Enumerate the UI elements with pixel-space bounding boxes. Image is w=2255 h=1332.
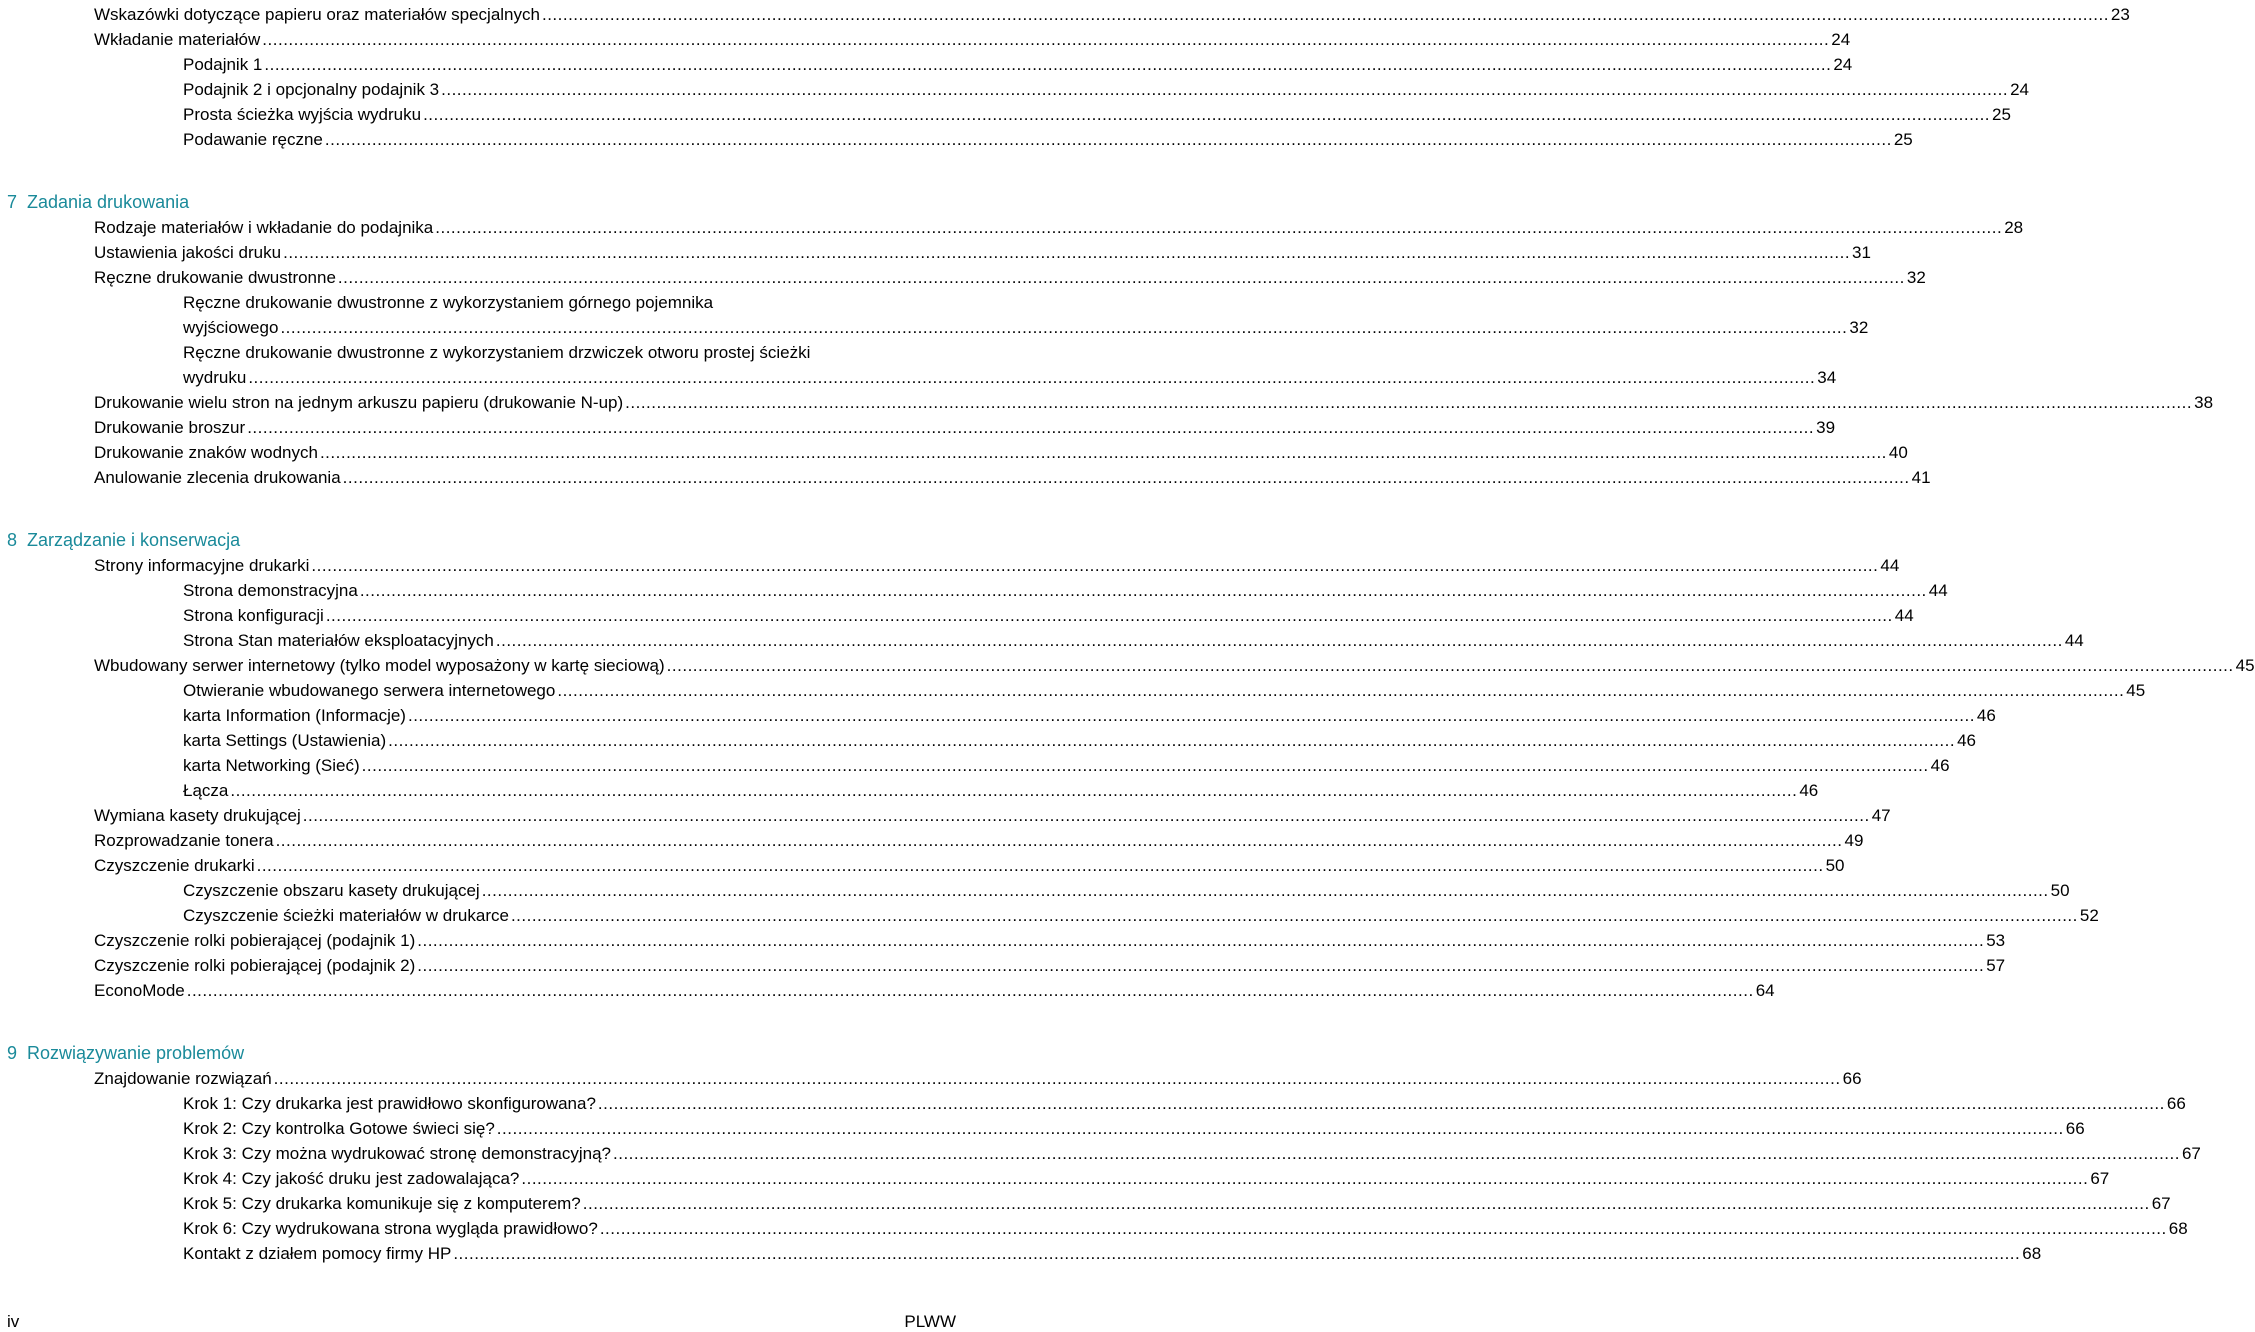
entry-page-number: 66: [1842, 1069, 1862, 1088]
entry-page-number: 47: [1871, 806, 1891, 825]
dot-leader: ............................................................................................................................................................................................................................................................................................................: [496, 1119, 2064, 1138]
toc-subentry[interactable]: [183, 676, 2146, 701]
entry-page-number: 66: [2166, 1094, 2186, 1113]
toc-entry[interactable]: [94, 1064, 1862, 1089]
toc-entry[interactable]: [94, 463, 1931, 488]
dot-leader: ............................................................................................................................................................................................................................................................................................................: [325, 606, 1893, 625]
dot-leader: ............................................................................................................................................................................................................................................................................................................: [481, 881, 2049, 900]
dot-leader: ............................................................................................................................................................................................................................................................................................................: [453, 1244, 2021, 1263]
entry-page-number: 24: [1833, 55, 1853, 74]
toc-entry[interactable]: [94, 551, 1900, 576]
entry-title: Ustawienia jakości druku: [94, 243, 282, 262]
entry-title: karta Networking (Sieć): [183, 756, 360, 775]
entry-page-number: 28: [2004, 218, 2024, 237]
entry-page-number: 25: [1992, 105, 2011, 124]
entry-title: EconoMode: [94, 981, 185, 1000]
toc-entry[interactable]: [94, 25, 1851, 50]
dot-leader: ............................................................................................................................................................................................................................................................................................................: [417, 931, 1985, 950]
dot-leader: ............................................................................................................................................................................................................................................................................................................: [264, 55, 1832, 74]
entry-title: Podajnik 1: [183, 55, 263, 74]
entry-title: Wkładanie materiałów: [94, 30, 261, 49]
entry-page-number: 45: [2235, 656, 2255, 675]
dot-leader: ............................................................................................................................................................................................................................................................................................................: [388, 731, 1956, 750]
entry-title: Podawanie ręczne: [183, 130, 323, 149]
entry-title: Strona Stan materiałów eksploatacyjnych: [183, 631, 494, 650]
toc-subentry[interactable]: [183, 776, 1819, 801]
entry-title: Wymiana kasety drukującej: [94, 806, 301, 825]
chapter-number: 8: [7, 530, 18, 550]
entry-page-number: 44: [1928, 581, 1948, 600]
toc-entry[interactable]: [94, 213, 2024, 238]
dot-leader: ............................................................................................................................................................................................................................................................................................................: [417, 956, 1985, 975]
entry-title: Krok 1: Czy drukarka jest prawidłowo skonfigurowana?: [183, 1094, 596, 1113]
toc-entry[interactable]: [94, 801, 1891, 826]
dot-leader: ............................................................................................................................................................................................................................................................................................................: [342, 468, 1910, 487]
entry-title: wyjściowego: [183, 318, 279, 337]
page-number: iv: [7, 1312, 20, 1331]
toc-subentry[interactable]: [183, 50, 1853, 75]
entry-page-number: 23: [2110, 5, 2130, 24]
entry-page-number: 40: [1888, 443, 1908, 462]
entry-page-number: 24: [1831, 30, 1851, 49]
toc-subentry[interactable]: [183, 1089, 2186, 1114]
dot-leader: ............................................................................................................................................................................................................................................................................................................: [441, 80, 2009, 99]
entry-title: karta Information (Informacje): [183, 706, 406, 725]
chapter-number: 9: [7, 1043, 18, 1063]
entry-title: Drukowanie broszur: [94, 418, 246, 437]
toc-subentry[interactable]: [183, 901, 2099, 926]
entry-title: Łącza: [183, 781, 229, 800]
entry-title: karta Settings (Ustawienia): [183, 731, 387, 750]
toc-entry[interactable]: [94, 388, 2214, 413]
document-locale-code: PLWW: [904, 1312, 956, 1331]
toc-subentry[interactable]: [183, 1164, 2110, 1189]
entry-title: Czyszczenie rolki pobierającej (podajnik 1): [94, 931, 416, 950]
toc-entry[interactable]: [94, 851, 1845, 876]
entry-page-number: 67: [2181, 1144, 2201, 1163]
entry-page-number: 66: [2065, 1119, 2085, 1138]
toc-subentry[interactable]: [183, 876, 2070, 901]
toc-entry[interactable]: [94, 0, 2130, 25]
toc-entry[interactable]: [94, 413, 1836, 438]
dot-leader: ............................................................................................................................................................................................................................................................................................................: [541, 5, 2109, 24]
toc-subentry[interactable]: [183, 576, 1948, 601]
toc-entry[interactable]: [94, 951, 2006, 976]
entry-page-number: 44: [1894, 606, 1914, 625]
toc-subentry[interactable]: [183, 626, 2084, 651]
dot-leader: ............................................................................................................................................................................................................................................................................................................: [262, 30, 1830, 49]
entry-title: Otwieranie wbudowanego serwera internetowego: [183, 681, 556, 700]
entry-title: Krok 6: Czy wydrukowana strona wygląda prawidłowo?: [183, 1219, 598, 1238]
chapter-title: Rozwiązywanie problemów: [27, 1043, 245, 1063]
chapter-heading[interactable]: [7, 1038, 244, 1064]
entry-page-number: 49: [1844, 831, 1864, 850]
toc-subentry[interactable]: [183, 313, 1869, 338]
dot-leader: ............................................................................................................................................................................................................................................................................................................: [248, 368, 1816, 387]
chapter-title: Zadania drukowania: [27, 192, 190, 212]
dot-leader: ............................................................................................................................................................................................................................................................................................................: [283, 243, 1851, 262]
dot-leader: ............................................................................................................................................................................................................................................................................................................: [302, 806, 1870, 825]
toc-subentry[interactable]: [183, 601, 1914, 626]
entry-page-number: 32: [1849, 318, 1869, 337]
dot-leader: ............................................................................................................................................................................................................................................................................................................: [337, 268, 1905, 287]
toc-entry[interactable]: [94, 263, 1926, 288]
dot-leader: ............................................................................................................................................................................................................................................................................................................: [256, 856, 1824, 875]
entry-page-number: 53: [1986, 931, 2006, 950]
toc-entry-wrapped-text[interactable]: Ręczne drukowanie dwustronne z wykorzystaniem drzwiczek otworu prostej ścieżki: [183, 343, 811, 362]
dot-leader: ............................................................................................................................................................................................................................................................................................................: [319, 443, 1887, 462]
dot-leader: ............................................................................................................................................................................................................................................................................................................: [625, 393, 2193, 412]
entry-title: Czyszczenie obszaru kasety drukującej: [183, 881, 480, 900]
entry-title: Czyszczenie drukarki: [94, 856, 255, 875]
dot-leader: ............................................................................................................................................................................................................................................................................................................: [510, 906, 2078, 925]
toc-entry[interactable]: [94, 976, 1775, 1001]
entry-title: Czyszczenie rolki pobierającej (podajnik 2): [94, 956, 416, 975]
entry-page-number: 24: [2010, 80, 2029, 99]
entry-title: Strona demonstracyjna: [183, 581, 358, 600]
dot-leader: ............................................................................................................................................................................................................................................................................................................: [435, 218, 2003, 237]
toc-subentry[interactable]: [183, 125, 1913, 150]
entry-page-number: 50: [1825, 856, 1845, 875]
dot-leader: ............................................................................................................................................................................................................................................................................................................: [613, 1144, 2180, 1163]
dot-leader: ............................................................................................................................................................................................................................................................................................................: [273, 1069, 1841, 1088]
entry-page-number: 41: [1911, 468, 1931, 487]
toc-entry[interactable]: [94, 651, 2255, 676]
toc-entry[interactable]: [94, 238, 1871, 263]
entry-title: Czyszczenie ścieżki materiałów w drukarce: [183, 906, 509, 925]
dot-leader: ............................................................................................................................................................................................................................................................................................................: [230, 781, 1798, 800]
entry-title: wydruku: [183, 368, 247, 387]
entry-title: Wskazówki dotyczące papieru oraz materiałów specjalnych: [94, 5, 540, 24]
entry-page-number: 46: [1930, 756, 1950, 775]
chapter-title: Zarządzanie i konserwacja: [27, 530, 241, 550]
entry-page-number: 68: [2022, 1244, 2042, 1263]
dot-leader: ............................................................................................................................................................................................................................................................................................................: [666, 656, 2234, 675]
chapter-heading[interactable]: [7, 187, 189, 213]
entry-title: Znajdowanie rozwiązań: [94, 1069, 272, 1088]
dot-leader: ............................................................................................................................................................................................................................................................................................................: [599, 1219, 2167, 1238]
entry-page-number: 38: [2194, 393, 2214, 412]
entry-title: Anulowanie zlecenia drukowania: [94, 468, 341, 487]
dot-leader: ............................................................................................................................................................................................................................................................................................................: [311, 556, 1879, 575]
entry-page-number: 31: [1852, 243, 1871, 262]
toc-subentry[interactable]: [183, 1214, 2188, 1239]
entry-page-number: 44: [2064, 631, 2084, 650]
entry-page-number: 25: [1893, 130, 1913, 149]
dot-leader: ............................................................................................................................................................................................................................................................................................................: [597, 1094, 2165, 1113]
toc-entry[interactable]: [94, 926, 2006, 951]
toc-subentry[interactable]: [183, 1139, 2201, 1164]
entry-title: Krok 3: Czy można wydrukować stronę demonstracyjną?: [183, 1144, 612, 1163]
toc-subentry[interactable]: [183, 726, 1977, 751]
entry-title: Rodzaje materiałów i wkładanie do podajnika: [94, 218, 434, 237]
entry-page-number: 39: [1816, 418, 1836, 437]
dot-leader: ............................................................................................................................................................................................................................................................................................................: [186, 981, 1754, 1000]
toc-subentry[interactable]: [183, 100, 2011, 125]
toc-subentry[interactable]: [183, 1114, 2085, 1139]
toc-entry-wrapped-text[interactable]: Ręczne drukowanie dwustronne z wykorzystaniem górnego pojemnika: [183, 293, 714, 312]
dot-leader: ............................................................................................................................................................................................................................................................................................................: [582, 1194, 2150, 1213]
entry-page-number: 46: [1799, 781, 1819, 800]
entry-page-number: 67: [2090, 1169, 2110, 1188]
entry-page-number: 34: [1817, 368, 1837, 387]
entry-page-number: 50: [2050, 881, 2070, 900]
entry-page-number: 32: [1906, 268, 1926, 287]
entry-page-number: 52: [2079, 906, 2099, 925]
entry-title: Krok 2: Czy kontrolka Gotowe świeci się?: [183, 1119, 495, 1138]
entry-title: Wbudowany serwer internetowy (tylko model wyposażony w kartę sieciową): [94, 656, 665, 675]
entry-title: Rozprowadzanie tonera: [94, 831, 274, 850]
dot-leader: ............................................................................................................................................................................................................................................................................................................: [557, 681, 2125, 700]
toc-entry[interactable]: [94, 826, 1864, 851]
dot-leader: ............................................................................................................................................................................................................................................................................................................: [280, 318, 1848, 337]
entry-title: Strona konfiguracji: [183, 606, 324, 625]
dot-leader: ............................................................................................................................................................................................................................................................................................................: [407, 706, 1975, 725]
dot-leader: ............................................................................................................................................................................................................................................................................................................: [521, 1169, 2089, 1188]
chapter-heading[interactable]: [7, 525, 240, 551]
entry-page-number: 45: [2126, 681, 2146, 700]
dot-leader: ............................................................................................................................................................................................................................................................................................................: [361, 756, 1929, 775]
toc-subentry[interactable]: [183, 363, 1837, 388]
dot-leader: ............................................................................................................................................................................................................................................................................................................: [359, 581, 1927, 600]
entry-page-number: 67: [2151, 1194, 2171, 1213]
entry-title: Kontakt z działem pomocy firmy HP: [183, 1244, 452, 1263]
entry-page-number: 46: [1976, 706, 1996, 725]
toc-subentry[interactable]: [183, 751, 1950, 776]
entry-title: Strony informacyjne drukarki: [94, 556, 310, 575]
toc-subentry[interactable]: [183, 75, 2029, 100]
entry-title: Drukowanie znaków wodnych: [94, 443, 318, 462]
entry-title: Krok 5: Czy drukarka komunikuje się z komputerem?: [183, 1194, 581, 1213]
entry-page-number: 44: [1880, 556, 1900, 575]
toc-entry[interactable]: [94, 438, 1908, 463]
entry-title: Krok 4: Czy jakość druku jest zadowalająca?: [183, 1169, 520, 1188]
dot-leader: ............................................................................................................................................................................................................................................................................................................: [247, 418, 1815, 437]
toc-subentry[interactable]: [183, 1189, 2171, 1214]
dot-leader: ............................................................................................................................................................................................................................................................................................................: [275, 831, 1843, 850]
entry-page-number: 57: [1986, 956, 2006, 975]
entry-title: Drukowanie wielu stron na jednym arkuszu papieru (drukowanie N-up): [94, 393, 624, 412]
chapter-number: 7: [7, 192, 18, 212]
dot-leader: ............................................................................................................................................................................................................................................................................................................: [495, 631, 2063, 650]
entry-title: Ręczne drukowanie dwustronne: [94, 268, 336, 287]
dot-leader: ............................................................................................................................................................................................................................................................................................................: [324, 130, 1892, 149]
entry-page-number: 64: [1755, 981, 1775, 1000]
entry-page-number: 46: [1957, 731, 1977, 750]
dot-leader: ............................................................................................................................................................................................................................................................................................................: [423, 105, 1991, 124]
toc-subentry[interactable]: [183, 701, 1996, 726]
entry-title: Podajnik 2 i opcjonalny podajnik 3: [183, 80, 440, 99]
entry-title: Prosta ścieżka wyjścia wydruku: [183, 105, 422, 124]
entry-page-number: 68: [2168, 1219, 2188, 1238]
toc-subentry[interactable]: [183, 1239, 2042, 1264]
